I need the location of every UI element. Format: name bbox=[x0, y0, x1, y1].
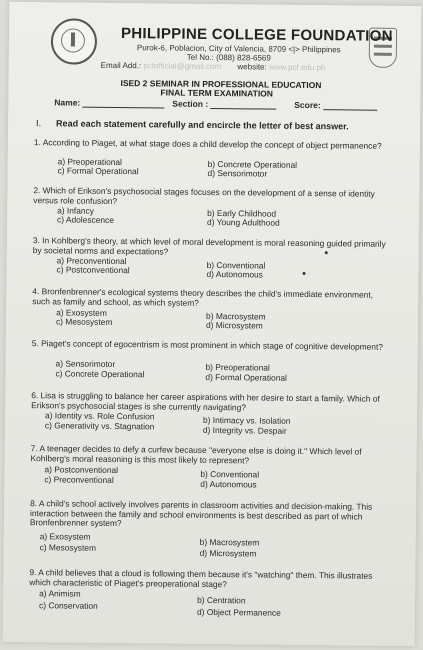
q1-option-b[interactable]: b) Concrete Operational bbox=[207, 158, 298, 170]
q9-option-c[interactable]: c) Conservation bbox=[38, 600, 98, 611]
q2-option-c[interactable]: c) Adolescence bbox=[57, 214, 114, 225]
school-telephone: Tel No.: (088) 828-6569 bbox=[186, 52, 271, 63]
q7-option-d[interactable]: d) Autonomous bbox=[200, 478, 257, 490]
name-field[interactable] bbox=[54, 97, 164, 108]
score-field[interactable] bbox=[294, 100, 377, 111]
q3-option-a[interactable]: a) Preconventional bbox=[56, 255, 127, 267]
email-value: pcfofficial@gmail.com bbox=[143, 61, 222, 72]
website-label: website: bbox=[237, 62, 267, 72]
q5-option-d[interactable]: d) Formal Operational bbox=[205, 371, 287, 383]
section-field[interactable] bbox=[172, 99, 276, 110]
question-1: 1. According to Piaget, at what stage does a child develop the concept of object permanence? bbox=[33, 137, 382, 151]
course-title: ISED 2 SEMINAR IN PROFESSIONAL EDUCATION bbox=[120, 78, 322, 91]
pencil-dot-mark bbox=[303, 272, 306, 275]
q9-option-a[interactable]: a) Animism bbox=[39, 588, 81, 599]
q6-option-a[interactable]: a) Identity vs. Role Confusion bbox=[44, 410, 155, 422]
q7-option-a[interactable]: a) Postconventional bbox=[44, 464, 119, 476]
q1-option-c[interactable]: c) Formal Operational bbox=[57, 165, 139, 177]
question-3: 3. In Kohlberg's theory, at which level of moral development is moral reasoning guided primarily by societal norms and expectations? bbox=[32, 235, 386, 257]
q4-option-b[interactable]: b) Macrosystem bbox=[206, 310, 266, 322]
q6-option-d[interactable]: d) Integrity vs. Despair bbox=[202, 424, 287, 436]
q8-option-d[interactable]: d) Microsystem bbox=[199, 547, 257, 559]
q8-option-c[interactable]: c) Mesosystem bbox=[39, 542, 97, 553]
q9-option-b[interactable]: b) Centration bbox=[197, 594, 246, 606]
q4-option-a[interactable]: a) Exosystem bbox=[56, 307, 107, 318]
q5-option-c[interactable]: c) Concrete Operational bbox=[55, 368, 145, 380]
school-address: Purok-6, Poblacion, City of Valencia, 8709 <|> Philippines bbox=[136, 43, 341, 55]
q6-option-b[interactable]: b) Intimacy vs. Isolation bbox=[202, 414, 291, 426]
q5-option-b[interactable]: b) Preoperational bbox=[205, 361, 270, 373]
website-value: www.pcf.edu.ph bbox=[268, 62, 326, 73]
pencil-dot-mark bbox=[325, 251, 328, 254]
question-2: 2. Which of Erikson's psychosocial stages focuses on the development of a sense of identity versus role confusion? bbox=[33, 185, 375, 206]
score-label: Score: bbox=[294, 99, 321, 111]
q3-option-d[interactable]: d) Autonomous bbox=[206, 268, 263, 280]
school-name: PHILIPPINE COLLEGE FOUNDATION bbox=[120, 25, 393, 45]
q4-option-d[interactable]: d) Microsystem bbox=[205, 319, 263, 331]
q8-option-b[interactable]: b) Macrosystem bbox=[199, 536, 260, 548]
q3-option-c[interactable]: c) Postconventional bbox=[56, 264, 130, 276]
q2-option-d[interactable]: d) Young Adulthood bbox=[207, 216, 280, 228]
question-7: 7. A teenager decides to defy a curfew because "everyone else is doing it." Which level of Kohlberg's moral reasoning is this most likely to represent? bbox=[30, 443, 362, 465]
exam-paper bbox=[3, 2, 422, 646]
question-9: 9. A child believes that a cloud is following them because it's "watching" them. This illustrates which characteristic of Piaget's preoperational stage? bbox=[29, 567, 373, 589]
question-6: 6. Lisa is struggling to balance her career aspirations with her desire to start a family. Which of Erikson's psychosocial stages is she currently navigating? bbox=[31, 390, 380, 412]
q5-option-a[interactable]: a) Sensorimotor bbox=[55, 358, 116, 369]
part-instruction: Read each statement carefully and encircle the letter of best answer. bbox=[56, 118, 349, 132]
q3-option-b[interactable]: b) Conventional bbox=[206, 259, 266, 271]
exam-term: FINAL TERM EXAMINATION bbox=[160, 87, 274, 99]
q4-option-c[interactable]: c) Mesosystem bbox=[55, 316, 113, 327]
q1-option-d[interactable]: d) Sensorimotor bbox=[207, 167, 268, 179]
name-label: Name: bbox=[54, 97, 81, 108]
part-numeral: I. bbox=[36, 118, 42, 129]
q7-option-b[interactable]: b) Conventional bbox=[200, 468, 260, 480]
q6-option-c[interactable]: c) Generativity vs. Stagnation bbox=[44, 420, 155, 432]
q9-option-d[interactable]: d) Object Permanence bbox=[196, 606, 281, 618]
section-label: Section : bbox=[172, 98, 209, 109]
q8-option-a[interactable]: a) Exosystem bbox=[39, 531, 91, 542]
college-seal-icon bbox=[51, 18, 97, 64]
q2-option-a[interactable]: a) Infancy bbox=[57, 205, 95, 216]
contact-row bbox=[101, 61, 326, 72]
question-5: 5. Piaget's concept of egocentrism is most prominent in which stage of cognitive development? bbox=[31, 338, 384, 352]
q7-option-c[interactable]: c) Preconventional bbox=[44, 474, 114, 485]
torch-icon bbox=[71, 33, 75, 47]
question-8: 8. A child's school actively involves parents in classroom activities and decision-making. This interaction between the family and school environments is best described as part of which Bronfenbrenner system? bbox=[29, 498, 373, 529]
question-4: 4. Bronfenbrenner's ecological systems theory describes the child's immediate environment, such as family and school, as which system? bbox=[32, 286, 374, 308]
email-label: Email Add.: bbox=[100, 60, 142, 71]
q2-option-b[interactable]: b) Early Childhood bbox=[207, 207, 277, 219]
q1-option-a[interactable]: a) Preoperational bbox=[57, 156, 122, 168]
